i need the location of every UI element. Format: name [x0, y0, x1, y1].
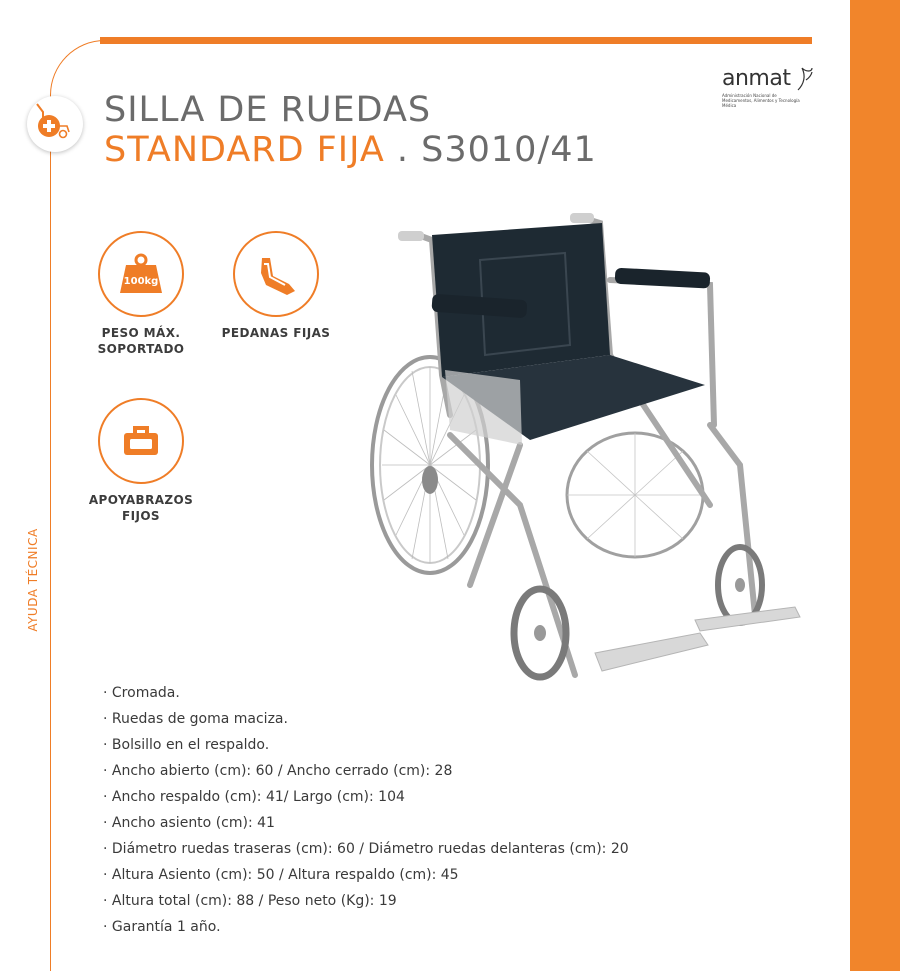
- spec-item: · Bolsillo en el respaldo.: [103, 737, 270, 753]
- anmat-subtitle: Administración Nacional de Medicamentos, Alimentos y Tecnología Médica: [722, 93, 800, 108]
- spec-item: · Ancho abierto (cm): 60 / Ancho cerrado (cm): 28: [103, 763, 453, 779]
- top-accent-line: [100, 37, 812, 44]
- frame-corner: [50, 40, 110, 100]
- feature-label-line2: FIJOS: [122, 509, 160, 523]
- footrest-icon: [235, 233, 317, 315]
- page-title: [104, 90, 597, 170]
- spec-item: · Ruedas de goma maciza.: [103, 711, 288, 727]
- anmat-wordmark: anmat: [722, 66, 791, 91]
- spec-item: · Garantía 1 año.: [103, 919, 221, 935]
- feature-label-line1: PESO MÁX.: [101, 326, 181, 340]
- wheelchair-plus-icon: [27, 96, 83, 152]
- feature-icon-circle: [98, 398, 184, 484]
- spec-item: · Ancho asiento (cm): 41: [103, 815, 275, 831]
- spec-item: · Ancho respaldo (cm): 41/ Largo (cm): 104: [103, 789, 405, 805]
- spec-list: [103, 680, 629, 940]
- feature-icon-circle: [233, 231, 319, 317]
- title-model-code: . S3010/41: [384, 130, 597, 170]
- side-category-label: AYUDA TÉCNICA: [26, 528, 40, 632]
- category-badge: [27, 96, 83, 152]
- feature-label-line2: SOPORTADO: [97, 342, 185, 356]
- weight-icon: [100, 233, 182, 315]
- feature-label: [81, 325, 201, 357]
- feature-fixed-footrests: [216, 231, 336, 341]
- left-frame-line: [50, 150, 51, 971]
- spec-item: · Altura Asiento (cm): 50 / Altura respaldo (cm): 45: [103, 867, 459, 883]
- feature-label: [81, 492, 201, 524]
- weight-badge-text: 100kg: [123, 276, 159, 287]
- anmat-emblem-icon: [796, 66, 814, 92]
- title-line-2: [104, 130, 597, 170]
- right-accent-bar: [850, 0, 900, 971]
- spec-item: · Altura total (cm): 88 / Peso neto (Kg): 19: [103, 893, 397, 909]
- rear-wheel-right: [567, 433, 703, 557]
- front-caster-right: [718, 547, 762, 623]
- feature-max-weight: [81, 231, 201, 357]
- armrest-icon: [100, 400, 182, 482]
- title-product-type: STANDARD FIJA: [104, 130, 385, 170]
- front-caster-left: [514, 589, 566, 677]
- feature-fixed-armrests: [81, 398, 201, 524]
- feature-label-line1: APOYABRAZOS: [88, 493, 194, 507]
- feature-icon-circle: [98, 231, 184, 317]
- wheelchair-product-image: [370, 205, 810, 685]
- spec-item: · Cromada.: [103, 685, 180, 701]
- anmat-logo: [722, 68, 817, 108]
- feature-label-line1: PEDANAS FIJAS: [221, 326, 331, 340]
- feature-label: [216, 325, 336, 341]
- spec-item: · Diámetro ruedas traseras (cm): 60 / Diámetro ruedas delanteras (cm): 20: [103, 841, 629, 857]
- title-line-1: SILLA DE RUEDAS: [104, 90, 432, 130]
